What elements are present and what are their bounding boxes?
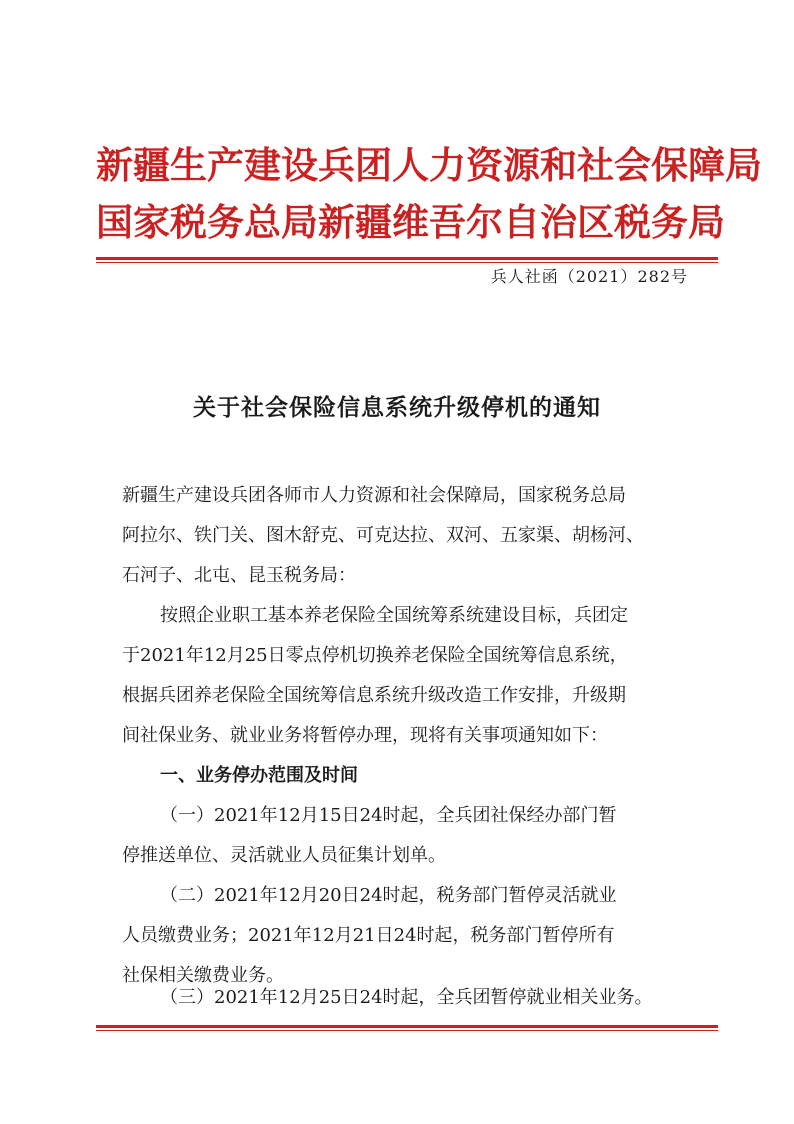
section-heading: 一、业务停办范围及时间 xyxy=(160,765,358,786)
body-paragraph-line: 根据兵团养老保险全国统筹信息系统升级改造工作安排，升级期 xyxy=(122,685,626,706)
body-paragraph-line: 间社保业务、就业业务将暂停办理，现将有关事项通知如下： xyxy=(122,725,608,746)
footer-divider-thick xyxy=(96,1025,718,1028)
address-line: 阿拉尔、铁门关、图木舒克、可克达拉、双河、五家渠、胡杨河、 xyxy=(122,525,644,546)
body-paragraph-line: 按照企业职工基本养老保险全国统筹系统建设目标，兵团定 xyxy=(160,605,628,626)
address-line: 新疆生产建设兵团各师市人力资源和社会保障局，国家税务总局 xyxy=(122,485,626,506)
list-item-line: 人员缴费业务；2021年12月21日24时起，税务部门暂停所有 xyxy=(122,925,615,946)
address-line: 石河子、北屯、昆玉税务局： xyxy=(122,565,356,586)
issuer-name-1: 新疆生产建设兵团人力资源和社会保障局 xyxy=(96,143,762,187)
list-item-line: （二）2021年12月20日24时起，税务部门暂停灵活就业 xyxy=(160,885,617,906)
header-divider-thick xyxy=(96,257,718,260)
list-item-line: （一）2021年12月15日24时起，全兵团社保经办部门暂 xyxy=(160,805,617,826)
document-title: 关于社会保险信息系统升级停机的通知 xyxy=(193,394,601,421)
body-paragraph-line: 于2021年12月25日零点停机切换养老保险全国统筹信息系统， xyxy=(122,645,628,666)
issuer-name-2: 国家税务总局新疆维吾尔自治区税务局 xyxy=(96,200,725,244)
document-number: 兵人社函（2021）282号 xyxy=(490,267,688,286)
footer-divider-thin xyxy=(96,1030,718,1031)
header-divider-thin xyxy=(96,262,718,263)
list-item-line: 社保相关缴费业务。 xyxy=(122,965,284,986)
list-item-line: 停推送单位、灵活就业人员征集计划单。 xyxy=(122,845,446,866)
list-item-line: （三）2021年12月25日24时起，全兵团暂停就业相关业务。 xyxy=(160,987,653,1008)
